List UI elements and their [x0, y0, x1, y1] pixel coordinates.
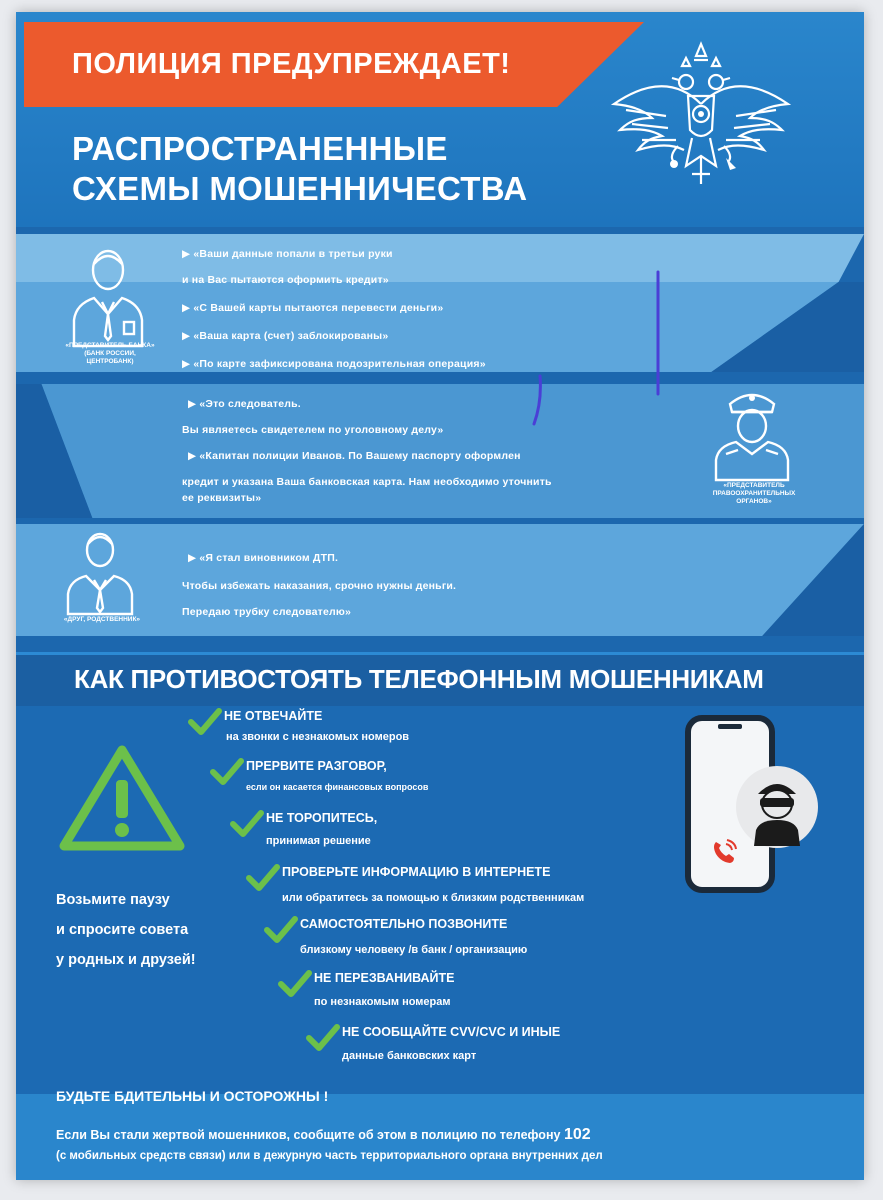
- person-friend-icon: [64, 524, 136, 616]
- scheme-1-line-5: ▶ «По карте зафиксирована подозрительная операция»: [182, 358, 486, 370]
- pause-advice-line-1: Возьмите паузу: [56, 892, 170, 908]
- page-title-line-2: СХЕМЫ МОШЕННИЧЕСТВА: [72, 170, 528, 207]
- tip-3-head: НЕ ТОРОПИТЕСЬ,: [266, 811, 378, 825]
- scheme-2-line-1: ▶ «Это следователь.: [188, 398, 301, 410]
- tip-2-sub: если он касается финансовых вопросов: [246, 782, 429, 792]
- pause-advice-line-3: у родных и друзей!: [56, 952, 196, 968]
- scheme-3-line-1: ▶ «Я стал виновником ДТП.: [188, 552, 339, 564]
- tip-4-head: ПРОВЕРЬТЕ ИНФОРМАЦИЮ В ИНТЕРНЕТЕ: [282, 865, 551, 879]
- footer-line-2: (с мобильных средств связи) или в дежурную часть территориального органа внутренних дел: [56, 1150, 603, 1162]
- footer-line-1: [56, 1126, 591, 1144]
- police-phone-number: 102: [563, 1126, 591, 1143]
- police-officer-icon: [712, 384, 792, 484]
- phone-call-icon: [710, 838, 738, 866]
- scheme-3-line-2: Чтобы избежать наказания, срочно нужны деньги.: [182, 580, 457, 592]
- scheme-3-role: «ДРУГ, РОДСТВЕННИК»: [63, 616, 141, 623]
- warning-title: ПОЛИЦИЯ ПРЕДУПРЕЖДАЕТ!: [72, 48, 511, 80]
- scammer-mask-icon: [734, 764, 820, 850]
- tip-1-head: НЕ ОТВЕЧАЙТЕ: [224, 709, 323, 723]
- pen-mark-curve: [528, 372, 548, 430]
- scheme-3-line-3: Передаю трубку следователю»: [182, 606, 352, 618]
- tip-6-head: НЕ ПЕРЕЗВАНИВАЙТЕ: [314, 971, 455, 985]
- poster: [16, 12, 864, 1180]
- check-icon: [264, 916, 298, 944]
- check-icon: [210, 758, 244, 786]
- scheme-2-line-4: кредит и указана Ваша банковская карта. Нам необходимо уточнить: [182, 476, 552, 488]
- footer-title: БУДЬТЕ БДИТЕЛЬНЫ И ОСТОРОЖНЫ !: [56, 1088, 329, 1104]
- scheme-1-line-3: ▶ «С Вашей карты пытаются перевести деньги»: [182, 302, 444, 314]
- eagle-emblem-icon: [606, 34, 796, 199]
- tip-5-head: САМОСТОЯТЕЛЬНО ПОЗВОНИТЕ: [300, 917, 508, 931]
- tip-4-sub: или обратитесь за помощью к близким родственникам: [282, 892, 585, 904]
- tip-3-sub: принимая решение: [266, 835, 371, 847]
- page-title-line-1: РАСПРОСТРАНЕННЫЕ: [72, 130, 448, 167]
- tip-5-sub: близкому человеку /в банк / организацию: [300, 944, 528, 956]
- warning-triangle-icon: [58, 742, 186, 854]
- person-suit-icon: [68, 240, 148, 350]
- pause-advice-line-2: и спросите совета: [56, 922, 189, 938]
- scheme-2-line-3: ▶ «Капитан полиции Иванов. По Вашему паспорту оформлен: [188, 450, 521, 462]
- scheme-2-role: «ПРЕДСТАВИТЕЛЬ ПРАВООХРАНИТЕЛЬНЫХ ОРГАНОВ»: [712, 482, 796, 505]
- tip-2-head: ПРЕРВИТЕ РАЗГОВОР,: [246, 759, 387, 773]
- scheme-1-role: «ПРЕДСТАВИТЕЛЬ БАНКА» (БАНК РОССИИ, ЦЕНТРОБАНК): [65, 342, 155, 365]
- scheme-1-line-1: ▶ «Ваши данные попали в третьи руки: [182, 248, 393, 260]
- tip-7-sub: данные банковских карт: [342, 1050, 477, 1062]
- scheme-2-line-5: ее реквизиты»: [182, 492, 262, 504]
- tip-6-sub: по незнакомым номерам: [314, 996, 451, 1008]
- scheme-1-line-2: и на Вас пытаются оформить кредит»: [182, 274, 389, 286]
- check-icon: [278, 970, 312, 998]
- tip-1-sub: на звонки с незнакомых номеров: [226, 731, 410, 743]
- check-icon: [306, 1024, 340, 1052]
- check-icon: [246, 864, 280, 892]
- scheme-2-line-2: Вы являетесь свидетелем по уголовному делу»: [182, 424, 444, 436]
- pen-mark-vertical: [652, 268, 664, 398]
- footer-line-1-text: Если Вы стали жертвой мошенников, сообщите об этом в полицию по телефону: [56, 1128, 561, 1142]
- tip-7-head: НЕ СООБЩАЙТЕ CVV/CVC И ИНЫЕ: [342, 1025, 561, 1039]
- counter-title: КАК ПРОТИВОСТОЯТЬ ТЕЛЕФОННЫМ МОШЕННИКАМ: [74, 664, 764, 694]
- check-icon: [188, 708, 222, 736]
- scheme-1-line-4: ▶ «Ваша карта (счет) заблокированы»: [182, 330, 389, 342]
- check-icon: [230, 810, 264, 838]
